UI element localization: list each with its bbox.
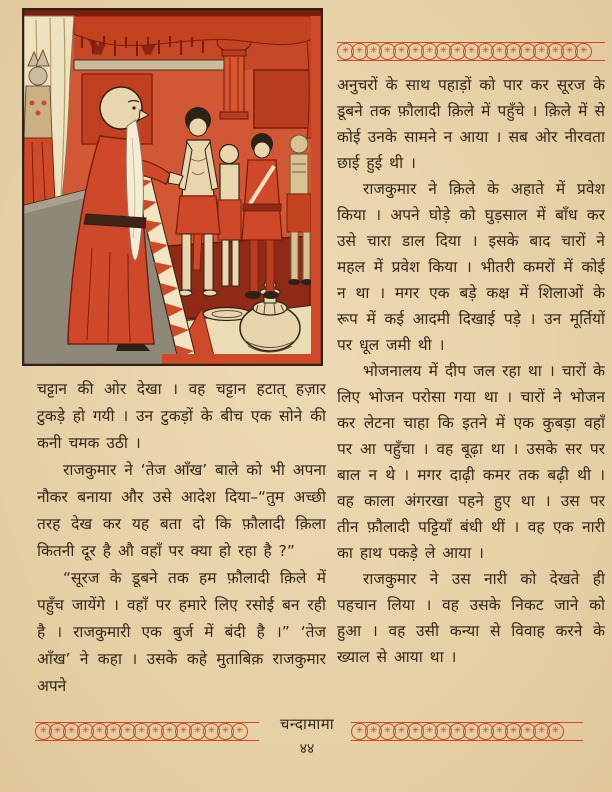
footer	[250, 714, 364, 758]
flower-ornament-icon: ✳	[449, 723, 466, 740]
ornament-border-bottom-right	[351, 722, 583, 741]
paragraph: अनुचरों के साथ पहाड़ों को पार कर सूरज के डूबने तक फ़ौलादी क़िले में पहुँचे । क़िले में से कोई उनके सामने न आया । सब ओर नीरवता छाई हुई थी ।	[337, 76, 605, 172]
flower-ornament-icon: ✳	[533, 723, 550, 740]
flower-ornament-icon: ✳	[203, 723, 220, 740]
flower-ornament-icon: ✳	[161, 723, 178, 740]
paragraph: राजकुमार ने क़िले के अहाते में प्रवेश किया । अपने घोड़े को घुड़साल में बाँध कर उसे चारा डाल दिया । इसके बाद चारों ने महल में प्रवेश किया । भीतरी कमरों में कोई न था । मगर एक बड़े कक्ष में शिलाओं के रूप में कई आदमी दिखाई पड़े । उन मूर्तियों पर धूल जमी थी ।	[337, 180, 605, 354]
flower-ornament-icon: ✳	[35, 723, 52, 740]
flower-ornament-icon: ✳	[189, 723, 206, 740]
flower-ornament-icon: ✳	[379, 43, 396, 60]
left-column-text	[37, 376, 326, 724]
paragraph: चट्टान की ओर देखा । वह चट्टान हटात् हज़ार टुकड़े हो गयी । उन टुकड़ों के बीच एक सोने की कनी चमक उठी ।	[37, 380, 326, 452]
flower-ornament-icon: ✳	[547, 723, 564, 740]
flower-ornament-icon: ✳	[119, 723, 136, 740]
flower-ornament-icon: ✳	[463, 43, 480, 60]
paragraph: भोजनालय में दीप जल रहा था । चारों के लिए भोजन परोसा गया था । चारों ने भोजन कर लेटना चाहा कि इतने में एक कुबड़ा वहाँ पर आ पहुँचा । वह बूढ़ा था । उसके सर पर बाल न थे । मगर दाढ़ी कमर तक बढ़ी थी । वह काला अंगरखा पहने हुए था । उस पर तीन फ़ौलादी पट्टियाँ बंधी थीं । वह एक नारी का हाथ पकड़े ले आया ।	[337, 362, 605, 562]
flower-ornament-icon: ✳	[491, 43, 508, 60]
flower-ornament-icon: ✳	[575, 43, 592, 60]
flower-ornament-icon: ✳	[519, 43, 536, 60]
flower-ornament-icon: ✳	[351, 723, 368, 740]
flower-ornament-icon: ✳	[393, 723, 410, 740]
flower-ornament-icon: ✳	[407, 723, 424, 740]
paragraph: “सूरज के डूबने तक हम फ़ौलादी क़िले में पहुँच जायेंगे । वहाँ पर हमारे लिए रसोई बन रही है । राजकुमारी एक बुर्ज में बंदी है ।” ‘तेज आँख’ ने कहा । उसके कहे मुताबिक़ राजकुमार अपने	[37, 569, 326, 695]
flower-ornament-icon: ✳	[561, 43, 578, 60]
flower-ornament-icon: ✳	[147, 723, 164, 740]
flower-ornament-icon: ✳	[351, 43, 368, 60]
flower-ornament-icon: ✳	[407, 43, 424, 60]
right-column-text	[337, 72, 605, 724]
flower-ornament-icon: ✳	[217, 723, 234, 740]
flower-ornament-icon: ✳	[533, 43, 550, 60]
flower-ornament-icon: ✳	[435, 723, 452, 740]
flower-ornament-icon: ✳	[393, 43, 410, 60]
magazine-title: चन्दामामा	[279, 715, 335, 733]
flower-ornament-icon: ✳	[337, 43, 354, 60]
flower-ornament-icon: ✳	[449, 43, 466, 60]
flower-ornament-icon: ✳	[133, 723, 150, 740]
paragraph: राजकुमार ने उस नारी को देखते ही पहचान लिया । वह उसके निकट जाने को हुआ । वह उसी कन्या से विवाह करने के ख्याल से आया था ।	[337, 570, 605, 666]
flower-ornament-icon: ✳	[547, 43, 564, 60]
palace-scene	[22, 8, 323, 366]
flower-ornament-icon: ✳	[365, 43, 382, 60]
flower-ornament-icon: ✳	[477, 723, 494, 740]
flower-ornament-icon: ✳	[505, 723, 522, 740]
flower-ornament-icon: ✳	[477, 43, 494, 60]
flower-ornament-icon: ✳	[519, 723, 536, 740]
flower-ornament-icon: ✳	[505, 43, 522, 60]
paragraph: राजकुमार ने ‘तेज आँख’ बाले को भी अपना नौकर बनाया और उसे आदेश दिया–“तुम अच्छी तरह देख कर यह बता दो कि फ़ौलादी क़िला कितनी दूर है औ वहाँ पर क्या हो रहा है ?”	[37, 461, 326, 560]
flower-ornament-icon: ✳	[379, 723, 396, 740]
flower-ornament-icon: ✳	[77, 723, 94, 740]
flower-ornament-icon: ✳	[421, 723, 438, 740]
flower-ornament-icon: ✳	[63, 723, 80, 740]
flower-ornament-icon: ✳	[435, 43, 452, 60]
story-illustration	[22, 8, 323, 366]
flower-ornament-icon: ✳	[421, 43, 438, 60]
flower-ornament-icon: ✳	[491, 723, 508, 740]
flower-ornament-icon: ✳	[91, 723, 108, 740]
ornament-border-top-right	[337, 42, 605, 61]
flower-ornament-icon: ✳	[175, 723, 192, 740]
page-number: ४४	[299, 741, 315, 757]
ornament-border-bottom-left	[35, 722, 259, 741]
flower-ornament-icon: ✳	[231, 723, 248, 740]
flower-ornament-icon: ✳	[463, 723, 480, 740]
flower-ornament-icon: ✳	[365, 723, 382, 740]
flower-ornament-icon: ✳	[49, 723, 66, 740]
flower-ornament-icon: ✳	[105, 723, 122, 740]
